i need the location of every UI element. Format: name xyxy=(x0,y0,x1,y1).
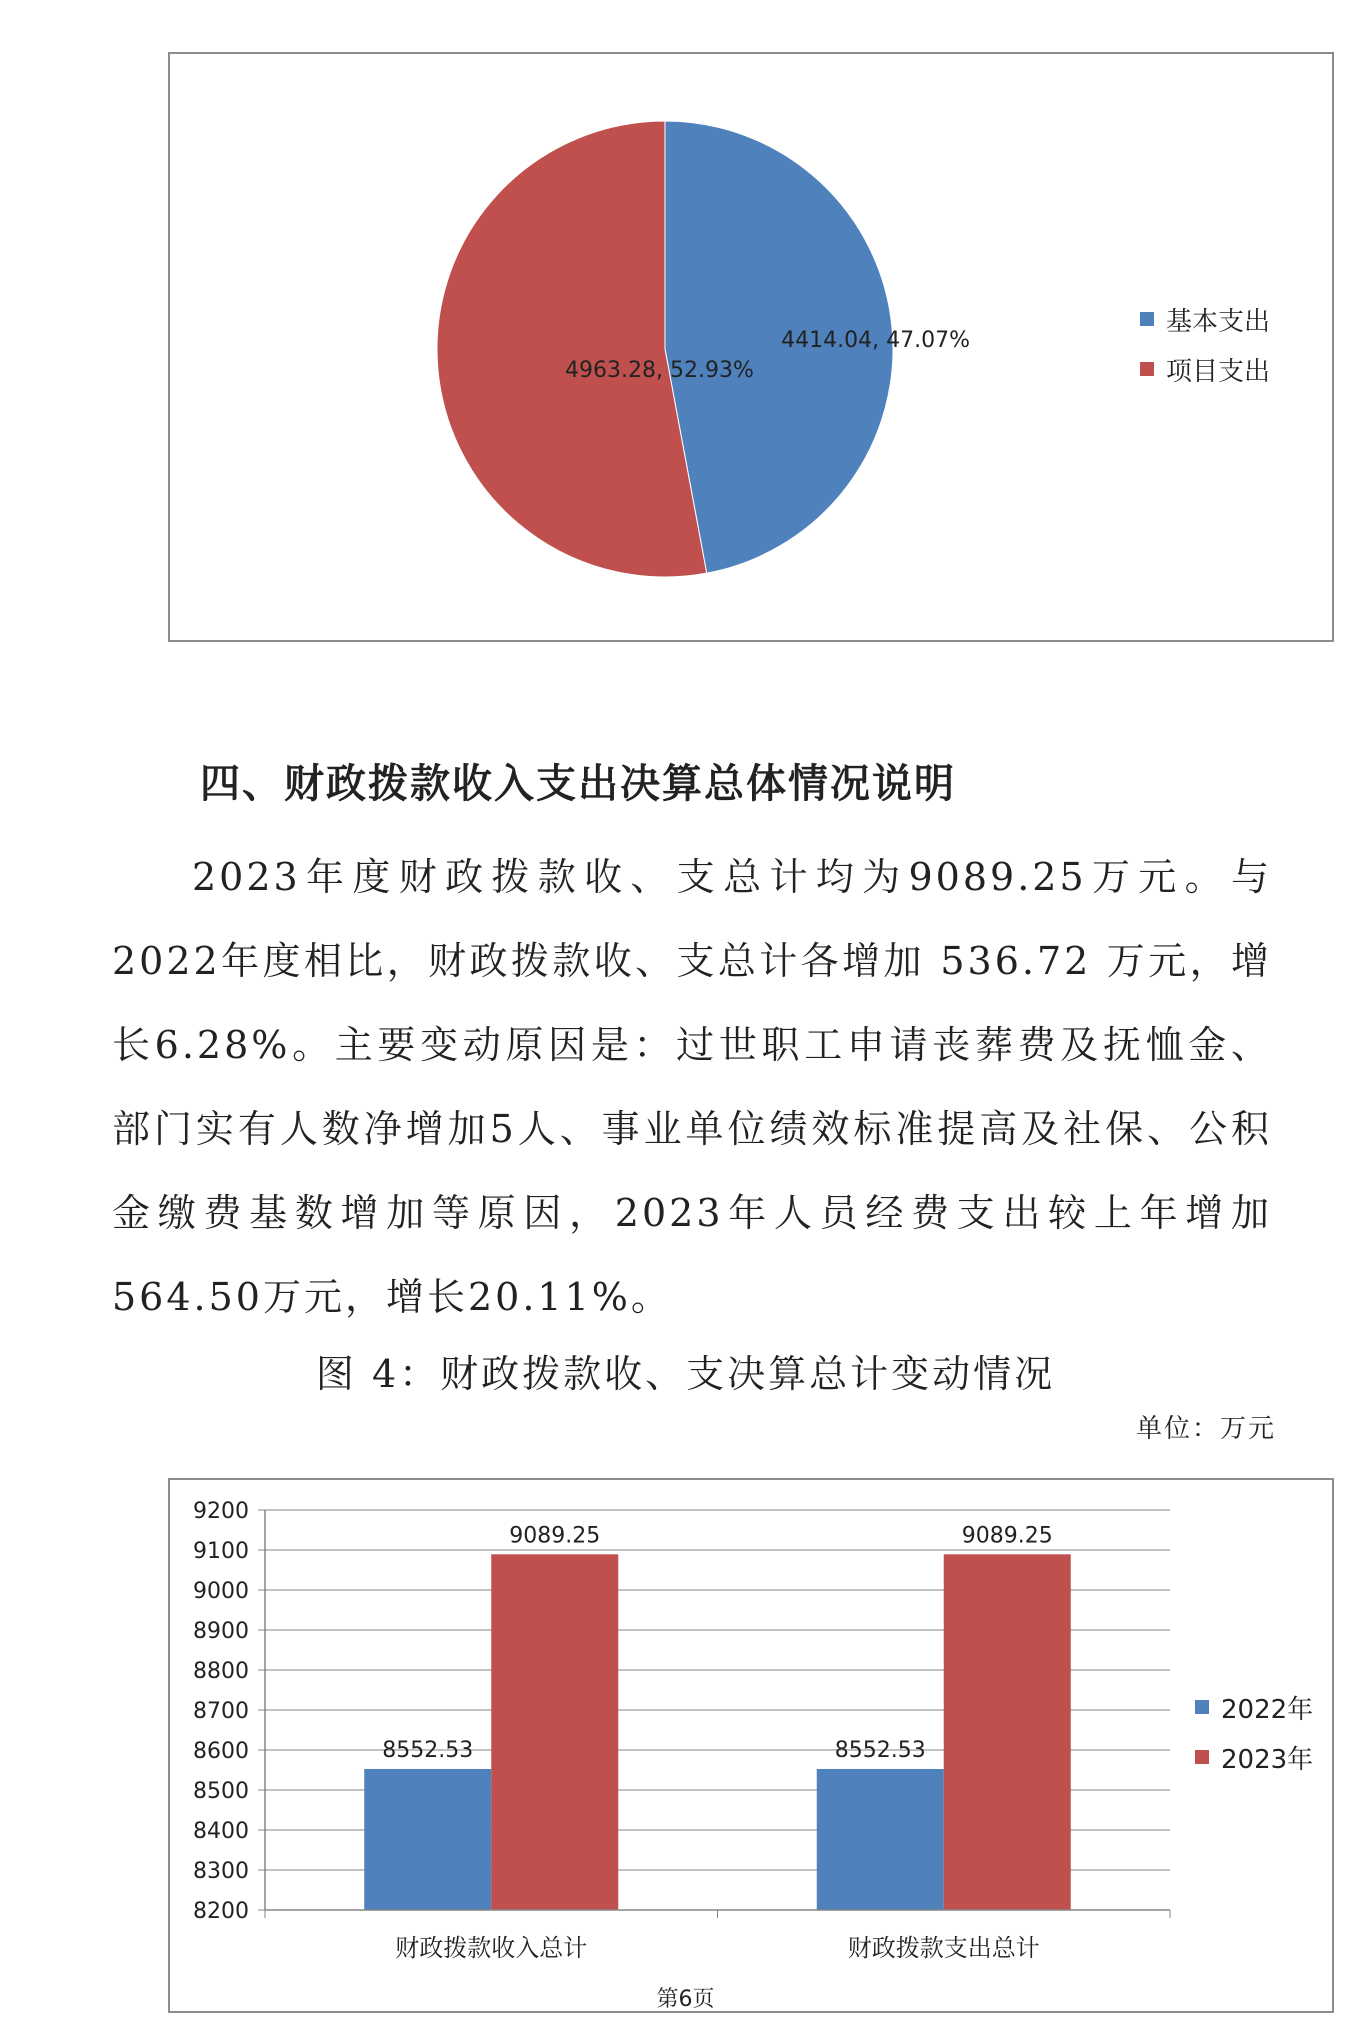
unit-label: 单位：万元 xyxy=(1135,1414,1276,1444)
pie-data-label-1: 4963.28, 52.93% xyxy=(565,358,754,383)
y-tick-label: 8700 xyxy=(193,1699,249,1724)
x-category-label: 财政拨款收入总计 xyxy=(395,1934,588,1962)
y-tick-label: 9100 xyxy=(193,1539,249,1564)
legend-item-project xyxy=(1140,344,1270,394)
x-category-label: 财政拨款支出总计 xyxy=(847,1934,1040,1962)
page-number: 第6页 xyxy=(656,1987,715,2012)
legend-label-2022: 2022年 xyxy=(1221,1694,1314,1725)
legend-label-project: 项目支出 xyxy=(1166,356,1271,387)
section-paragraph: 2023年度财政拨款收、支总计均为9089.25万元。与2022年度相比，财政拨款收、支总计各增加 536.72 万元，增长6.28%。主要变动原因是：过世职工申请丧葬费及抚恤金、部门实有人数净增加5人、事业单位绩效标准提高及社保、公积金缴费基数增加等原因，2023年人员经费支出较上年增加564.50万元，增长20.11%。 xyxy=(112,855,1272,1319)
legend-swatch-project xyxy=(1140,362,1154,376)
bar-value-label: 8552.53 xyxy=(382,1737,474,1763)
y-tick-label: 9000 xyxy=(193,1579,249,1604)
bar-chart xyxy=(170,1480,1336,2015)
bar-value-label: 9089.25 xyxy=(509,1523,601,1549)
legend-label-2023: 2023年 xyxy=(1221,1744,1314,1775)
y-tick-label: 8400 xyxy=(193,1819,249,1844)
bar-value-label: 8552.53 xyxy=(834,1737,926,1763)
bar-legend xyxy=(1195,1682,1313,1782)
legend-item-2022 xyxy=(1195,1682,1313,1732)
legend-label-basic: 基本支出 xyxy=(1166,306,1271,337)
y-tick-label: 8500 xyxy=(193,1779,249,1804)
y-tick-label: 8300 xyxy=(193,1859,249,1884)
bar-value-label: 9089.25 xyxy=(961,1523,1053,1549)
pie-legend xyxy=(1140,294,1270,394)
bar-0-1 xyxy=(491,1554,618,1910)
y-tick-label: 8600 xyxy=(193,1739,249,1764)
legend-swatch-basic xyxy=(1140,312,1154,326)
pie-data-label-0: 4414.04, 47.07% xyxy=(781,328,970,353)
y-tick-label: 9200 xyxy=(193,1499,249,1524)
y-tick-label: 8800 xyxy=(193,1659,249,1684)
legend-item-basic xyxy=(1140,294,1270,344)
section-heading: 四、财政拨款收入支出决算总体情况说明 xyxy=(200,761,956,807)
figure-caption: 图 4：财政拨款收、支决算总计变动情况 xyxy=(315,1352,1056,1396)
pie-chart-frame xyxy=(168,52,1334,642)
bar-chart-frame xyxy=(168,1478,1334,2013)
y-tick-label: 8200 xyxy=(193,1899,249,1924)
legend-swatch-2023 xyxy=(1195,1750,1209,1764)
y-tick-label: 8900 xyxy=(193,1619,249,1644)
legend-swatch-2022 xyxy=(1195,1700,1209,1714)
bar-1-1 xyxy=(944,1554,1071,1910)
bar-0-0 xyxy=(364,1769,491,1910)
bar-1-0 xyxy=(817,1769,944,1910)
legend-item-2023 xyxy=(1195,1732,1313,1782)
